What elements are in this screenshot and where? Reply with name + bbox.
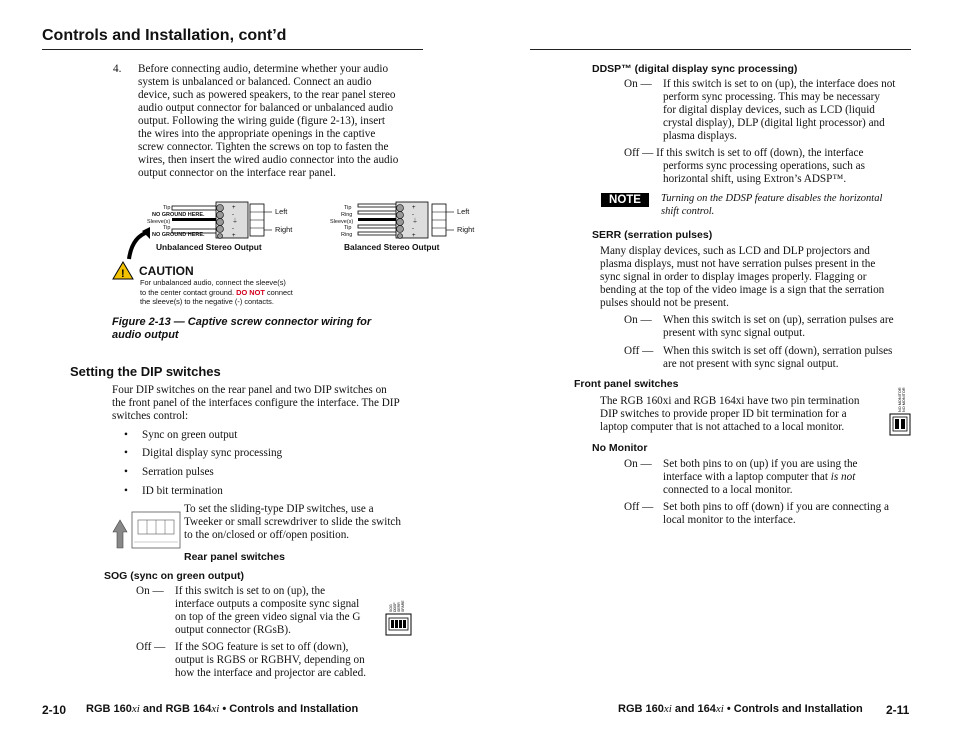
- unbalanced-sleeve-label: Sleeve(s): [147, 219, 171, 225]
- bullet-marker: •: [124, 466, 128, 478]
- ddsp-heading: DDSP™ (digital display sync processing): [592, 63, 798, 75]
- list-item: Serration pulses: [142, 466, 214, 478]
- unbalanced-no-ground-label: NO GROUND HERE.: [152, 212, 205, 218]
- page-number-left: 2-10: [42, 703, 67, 717]
- bullet-marker: •: [124, 447, 128, 459]
- balanced-left-label: Left: [457, 207, 470, 216]
- sog-on-term: On —: [136, 585, 164, 597]
- unbalanced-left-label: Left: [275, 207, 288, 216]
- unbalanced-right-label: Right: [275, 225, 293, 234]
- note-badge: NOTE: [601, 193, 649, 207]
- ddsp-on-term: On —: [624, 78, 652, 90]
- svg-text:-: -: [412, 212, 414, 218]
- svg-text:⏚: ⏚: [412, 219, 419, 225]
- serr-off-term: Off —: [624, 345, 654, 357]
- unbalanced-tip-label: Tip: [163, 205, 171, 211]
- front-panel-intro: The RGB 160xi and RGB 164xi have two pin termination DIP switches to provide proper ID bit termination for a laptop computer that is not attached to a local monitor.: [600, 395, 860, 433]
- balanced-ring2-label: Ring: [341, 232, 353, 238]
- svg-text:SOG: SOG: [389, 604, 393, 612]
- sog-off-text: If the SOG feature is set to off (down), output is RGBS or RGBHV, depending on how the interface and projector are cabled.: [175, 641, 367, 679]
- front-panel-heading: Front panel switches: [574, 378, 679, 390]
- svg-text:+: +: [232, 233, 236, 239]
- footer-right: RGB 160xi and 164xi • Controls and Installation: [618, 703, 863, 715]
- list-item: Digital display sync processing: [142, 447, 283, 459]
- no-monitor-on-term: On —: [624, 458, 652, 470]
- balanced-tip-label: Tip: [344, 205, 352, 211]
- svg-text:NO MONITOR: NO MONITOR: [902, 387, 906, 412]
- caution-triangle-icon: [112, 261, 134, 280]
- no-monitor-off-text: Set both pins to off (down) if you are connecting a local monitor to the interface.: [663, 501, 889, 526]
- bullet-marker: •: [124, 429, 128, 441]
- bullet-marker: •: [124, 485, 128, 497]
- step-number: 4.: [113, 63, 122, 75]
- ddsp-off-first: Off — If this switch is set to off (down), the interface: [624, 147, 864, 159]
- dip-intro: Four DIP switches on the rear panel and two DIP switches on the front panel of the interfaces configure the interface. The DIP switches control:: [112, 384, 400, 422]
- svg-text:NO MONITOR: NO MONITOR: [898, 387, 902, 412]
- unbalanced-no-ground2-label: NO GROUND HERE.: [152, 232, 205, 238]
- balanced-caption: Balanced Stereo Output: [344, 242, 440, 252]
- svg-text:SPARE: SPARE: [401, 600, 405, 612]
- sog-on-text: If this switch is set to on (up), the interface outputs a composite sync signal on top of the green video signal via the G output connector (RGsB).: [175, 585, 361, 636]
- svg-text:SERR: SERR: [397, 602, 401, 612]
- rear-panel-heading: Rear panel switches: [184, 551, 285, 563]
- list-item: ID bit termination: [142, 485, 223, 497]
- rear-dip-switch-icon: [385, 592, 413, 638]
- unbalanced-tip2-label: Tip: [163, 225, 171, 231]
- figure-caption: Figure 2-13 — Captive screw connector wiring for audio output: [112, 316, 372, 341]
- caution-title: CAUTION: [139, 264, 194, 278]
- svg-text:-: -: [412, 226, 414, 232]
- balanced-right-label: Right: [457, 225, 475, 234]
- unbalanced-caption: Unbalanced Stereo Output: [156, 242, 262, 252]
- no-monitor-on-text: Set both pins to on (up) if you are using the interface with a laptop computer that is not connected to a local monitor.: [663, 458, 858, 496]
- serr-off-text: When this switch is set off (down), serration pulses are not present with sync signal output.: [663, 345, 893, 370]
- serr-heading: SERR (serration pulses): [592, 229, 713, 241]
- balanced-wires: [358, 204, 400, 235]
- list-item: Sync on green output: [142, 429, 238, 441]
- serr-on-term: On —: [624, 314, 652, 326]
- svg-text:-: -: [232, 212, 234, 218]
- note-text: Turning on the DDSP feature disables the horizontal shift control.: [661, 193, 883, 217]
- sog-heading: SOG (sync on green output): [104, 570, 245, 582]
- svg-text:+: +: [232, 205, 236, 211]
- step-4-text: Before connecting audio, determine whether your audio system is unbalanced or balanced. Connect an audio device, such as powered speakers, to the rear panel stereo audio output connector for balanced or unbalanced audio output. Following the wiring guide (figure 2-13), insert the wires into the appropriate openings in the captive screw connector. Tighten the screws on top to fasten the wires, then insert the wired audio connector into the audio output connector on the interface rear panel.: [138, 63, 399, 179]
- svg-text:!: !: [121, 268, 125, 280]
- no-monitor-off-term: Off —: [624, 501, 654, 513]
- balanced-ring-label: Ring: [341, 212, 353, 218]
- page-title-left: Controls and Installation, cont’d: [42, 27, 287, 44]
- svg-text:+: +: [412, 233, 416, 239]
- header-rule-left: [42, 49, 423, 50]
- front-dip-switch-icon: [888, 378, 912, 438]
- curved-arrow-icon: [126, 227, 152, 261]
- svg-text:-: -: [232, 226, 234, 232]
- dip-heading: Setting the DIP switches: [70, 364, 221, 379]
- unbalanced-connector: [216, 202, 272, 239]
- balanced-connector: [396, 202, 454, 239]
- serr-intro: Many display devices, such as LCD and DLP projectors and plasma displays, must not have serration pulses present in the sync signal in order to display images properly. Flagging or bending at the top of the video image is a sign that the serration pulses should not be present.: [600, 245, 885, 309]
- sog-off-term: Off —: [136, 641, 166, 653]
- balanced-tip2-label: Tip: [344, 225, 352, 231]
- svg-text:DDSP: DDSP: [393, 602, 397, 612]
- no-monitor-heading: No Monitor: [592, 442, 648, 454]
- page-number-right: 2-11: [886, 703, 910, 717]
- svg-text:+: +: [412, 205, 416, 211]
- caution-text: For unbalanced audio, connect the sleeve(s) to the center contact ground. DO NOT connect the sleeve(s) to the negative (-) contacts.: [140, 278, 293, 306]
- ddsp-on-text: If this switch is set to on (up), the interface does not perform sync processing. This may be necessary for digital display devices, such as LCD (liquid crystal display), DLP (digital light processor) and plasma displays.: [663, 78, 896, 142]
- serr-on-text: When this switch is set on (up), serration pulses are present with sync signal output.: [663, 314, 894, 339]
- header-rule-right: [530, 49, 911, 50]
- ddsp-off-text: performs sync processing operations, such as horizontal shift, using Extron’s ADSP™.: [663, 160, 865, 185]
- svg-text:⏚: ⏚: [232, 219, 239, 225]
- footer-left: RGB 160xi and RGB 164xi • Controls and Installation: [86, 703, 359, 715]
- balanced-sleeve-label: Sleeve(s): [330, 219, 354, 225]
- dip-switch-slide-icon: [110, 506, 182, 550]
- slide-instructions: To set the sliding-type DIP switches, use a Tweeker or small screwdriver to slide the switch to the on/closed or off/open position.: [184, 503, 401, 541]
